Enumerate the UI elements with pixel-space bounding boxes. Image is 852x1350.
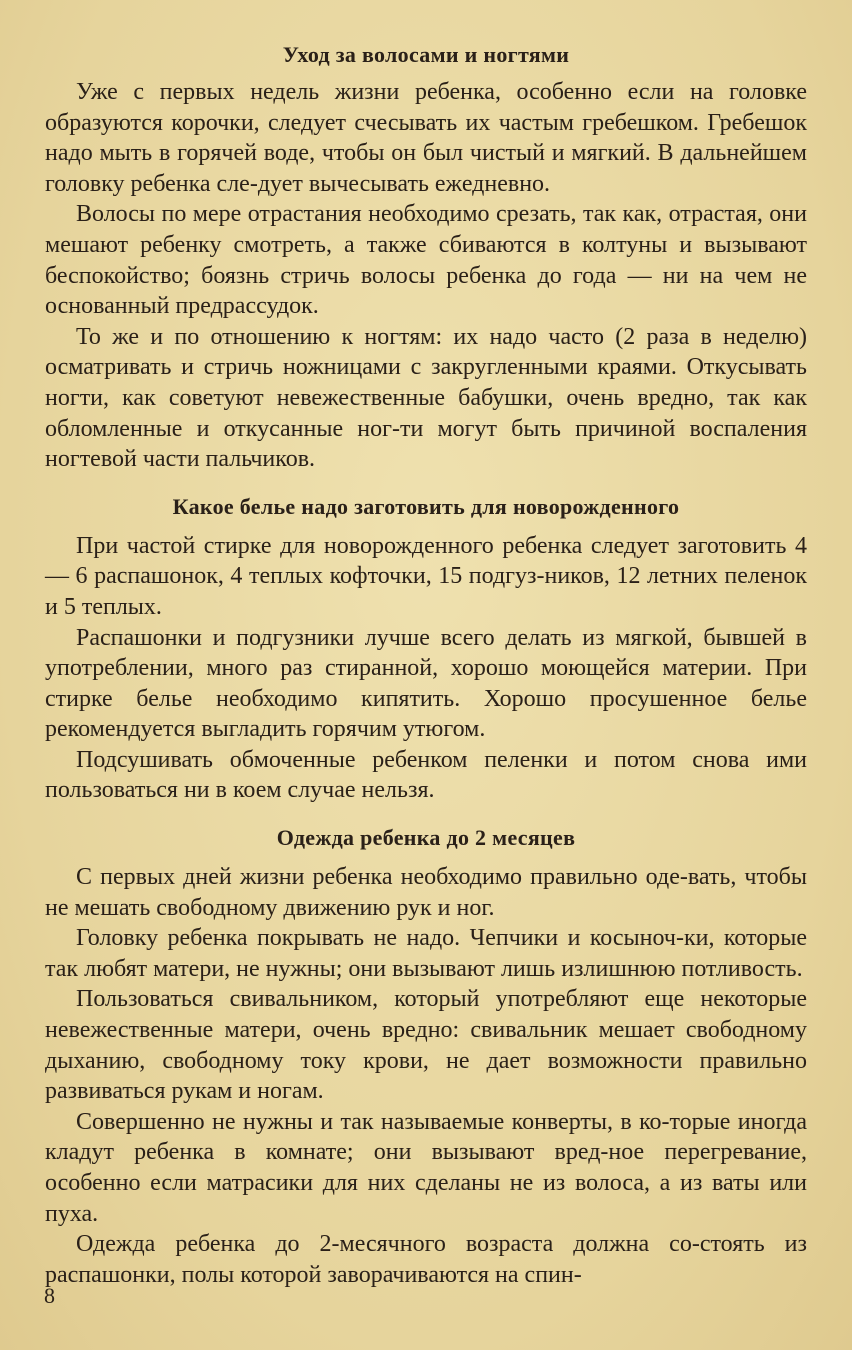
section-body-hair-nails [45, 77, 807, 475]
paragraph: Совершенно не нужны и так называемые конверты, в ко-торые иногда кладут ребенка в комнате; они вызывают вред-ное перегревание, особенно если матрасики для них сделаны не из волоса, а из ваты или пуха. [45, 1108, 807, 1227]
paragraph: Уже с первых недель жизни ребенка, особенно если на головке образуются корочки, следует счесывать их частым гребешком. Гребешок надо мыть в горячей воде, чтобы он был чистый и мягкий. В дальнейшем головку ребенка сле-дует вычесывать ежедневно. [45, 79, 807, 197]
section-heading-hair-nails: Уход за волосами и ногтями [282, 42, 570, 67]
paragraph: С первых дней жизни ребенка необходимо правильно оде-вать, чтобы не мешать свободному движению рук и ног. [45, 864, 807, 921]
paragraph: То же и по отношению к ногтям: их надо часто (2 раза в неделю) осматривать и стричь ножницами с закругленными краями. Откусывать ногти, как советуют невежественные бабушки, очень вредно, так как обломленные и откусанные ног-ти могут быть причиной воспаления ногтевой части пальчиков. [45, 323, 807, 473]
section-body-clothing-2-months [45, 862, 807, 1290]
section-body-newborn-linen [45, 531, 807, 806]
paragraph: Волосы по мере отрастания необходимо срезать, так как, отрастая, они мешают ребенку смотреть, а также сбиваются в колтуны и вызывают беспокойство; боязнь стричь волосы ребенка до года — ни на чем не основанный предрассудок. [45, 201, 807, 320]
section-heading-clothing-2-months: Одежда ребенка до 2 месяцев [276, 825, 576, 851]
book-page [45, 40, 807, 1290]
paragraph: Головку ребенка покрывать не надо. Чепчики и косыноч-ки, которые так любят матери, не нужны; они вызывают лишь излишнюю потливость. [45, 925, 807, 982]
page-number: 8 [44, 1283, 55, 1308]
paragraph: Подсушивать обмоченные ребенком пеленки и потом снова ими пользоваться ни в коем случае нельзя. [45, 746, 807, 804]
paragraph: При частой стирке для новорожденного ребенка следует заготовить 4 — 6 распашонок, 4 теплых кофточки, 15 подгуз-ников, 12 летних пеленок и 5 теплых. [45, 532, 807, 620]
paragraph: Пользоваться свивальником, который употребляют еще некоторые невежественные матери, очень вредно: свивальник мешает свободному дыханию, свободному току крови, не дает возможности правильно развиваться рукам и ногам. [45, 986, 807, 1105]
section-heading-newborn-linen: Какое белье надо заготовить для новорожденного [172, 493, 680, 519]
paragraph: Одежда ребенка до 2-месячного возраста должна со-стоять из распашонки, полы которой заворачиваются на спин- [45, 1231, 807, 1288]
paragraph: Распашонки и подгузники лучше всего делать из мягкой, бывшей в употреблении, много раз стиранной, хорошо моющейся материи. При стирке белье необходимо кипятить. Хорошо просушенное белье рекомендуется выгладить горячим утюгом. [45, 624, 807, 743]
